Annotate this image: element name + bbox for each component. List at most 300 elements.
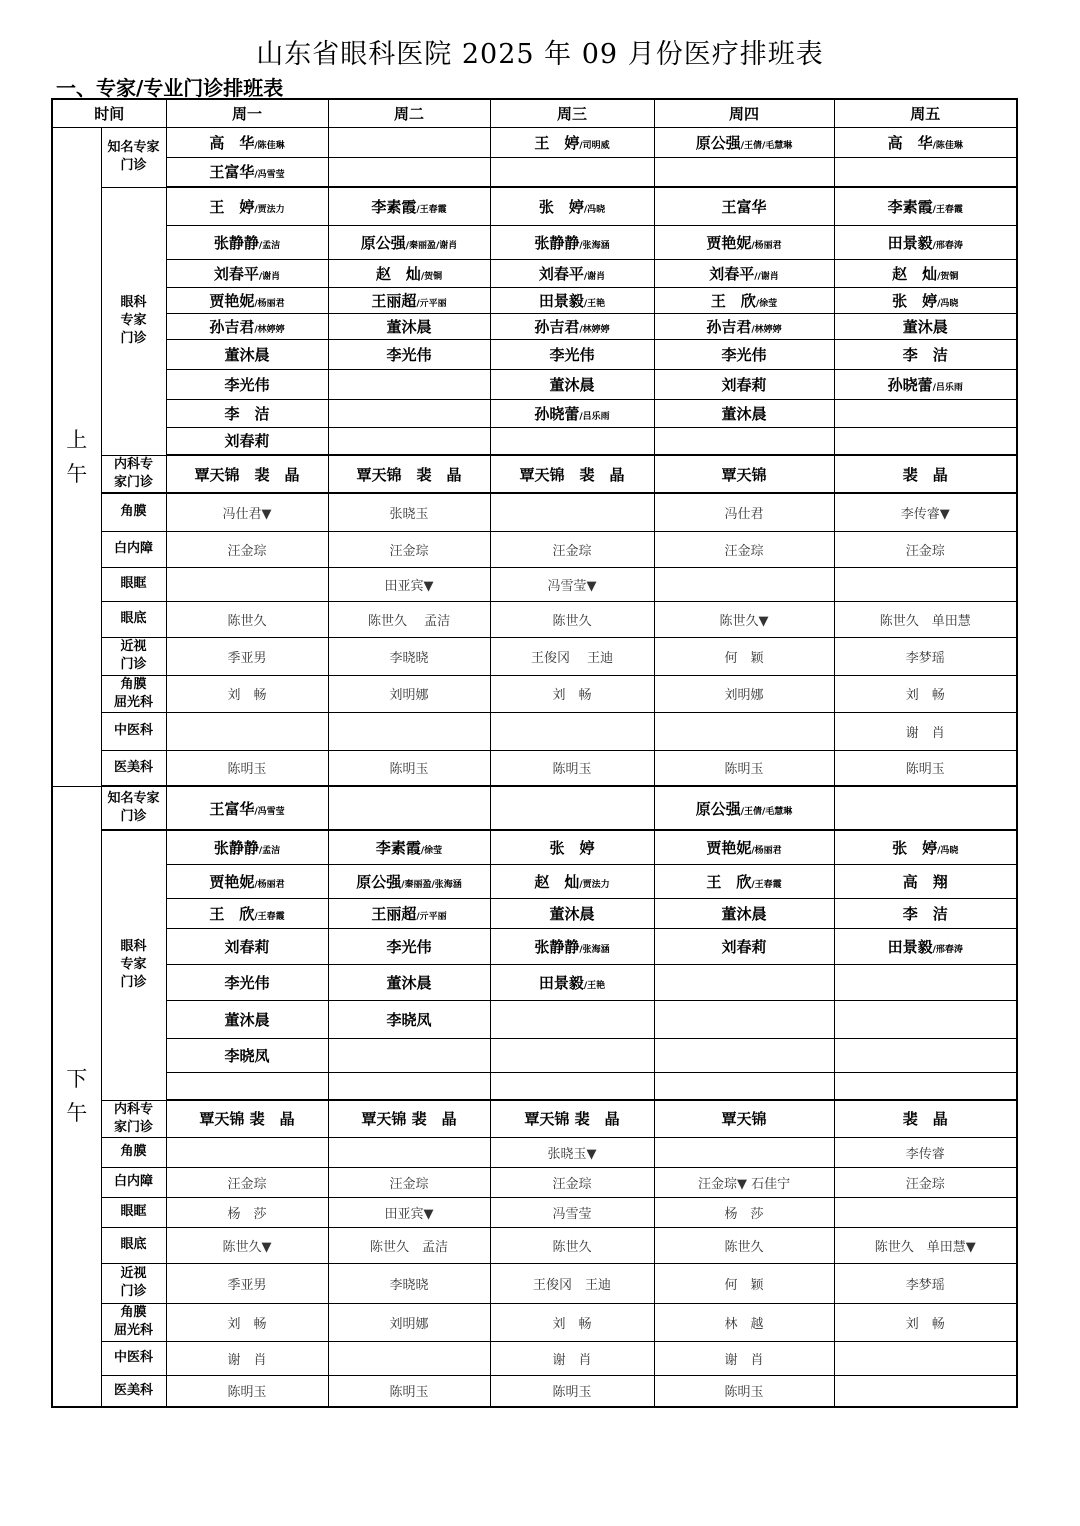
doctor-name: 陈明玉 [724, 1385, 764, 1401]
assistant-names: /谢肖 [258, 271, 281, 282]
doctor-name: 谢 肖 [724, 1352, 764, 1368]
schedule-cell [328, 1303, 490, 1341]
schedule-cell [654, 313, 834, 339]
assistant-names: /王艳 [583, 298, 606, 309]
department-label: 内科专 家门诊 [101, 455, 166, 493]
schedule-cell [654, 259, 834, 287]
doctor-name: 王丽超 [371, 291, 417, 310]
schedule-cell [166, 1303, 328, 1341]
schedule-cell [166, 567, 328, 601]
schedule-cell [328, 567, 490, 601]
doctor-name: 覃天锦 裴 晶 [356, 465, 462, 484]
schedule-cell [834, 1375, 1017, 1407]
schedule-row [52, 1000, 1017, 1038]
doctor-name: 陈明玉 [389, 762, 429, 778]
schedule-cell [490, 898, 654, 928]
doctor-name: 张晓玉 [389, 506, 429, 522]
doctor-name: 覃天锦 裴 晶 [361, 1110, 457, 1129]
doctor-name: 原公强 [695, 133, 741, 152]
schedule-cell [654, 864, 834, 898]
department-label: 眼底 [101, 1227, 166, 1263]
assistant-names: /王倩/毛慧琳 [740, 806, 793, 817]
doctor-name: 董沐晨 [721, 904, 767, 923]
doctor-name: 刘春平 [538, 264, 584, 283]
schedule-row [52, 964, 1017, 1000]
schedule-cell [490, 287, 654, 313]
schedule-row [52, 531, 1017, 567]
department-label: 医美科 [101, 750, 166, 786]
schedule-cell [654, 287, 834, 313]
schedule-row [52, 712, 1017, 750]
schedule-cell [490, 1341, 654, 1375]
schedule-cell [654, 601, 834, 637]
schedule-cell [166, 1167, 328, 1197]
doctor-name: 李传睿▼ [900, 506, 950, 522]
doctor-name: 田亚宾▼ [384, 1206, 434, 1222]
schedule-cell [834, 225, 1017, 259]
schedule-cell [490, 339, 654, 369]
schedule-row [52, 157, 1017, 187]
schedule-cell [654, 675, 834, 712]
doctor-name: 汪金琮 [227, 543, 267, 559]
schedule-cell [328, 964, 490, 1000]
schedule-cell [654, 455, 834, 493]
assistant-names: /王倩/毛慧琳 [740, 140, 793, 151]
doctor-name: 孙吉君 [706, 317, 752, 336]
schedule-cell [490, 750, 654, 786]
schedule-cell [654, 1167, 834, 1197]
schedule-cell [834, 712, 1017, 750]
schedule-cell [834, 287, 1017, 313]
doctor-name: 田景毅 [538, 291, 584, 310]
assistant-names: /王春霞 [254, 911, 285, 922]
doctor-name: 田亚宾▼ [384, 578, 434, 594]
doctor-name: 董沐晨 [224, 345, 270, 364]
doctor-name: 刘 畅 [905, 1316, 945, 1332]
doctor-name: 孙晓蕾 [534, 404, 580, 423]
schedule-row [52, 339, 1017, 369]
schedule-cell [490, 637, 654, 675]
schedule-row [52, 287, 1017, 313]
schedule-cell [328, 1100, 490, 1137]
assistant-names: /冯晓 [583, 204, 606, 215]
doctor-name: 汪金琮 [905, 543, 945, 559]
schedule-cell [654, 187, 834, 225]
schedule-row [52, 786, 1017, 830]
doctor-name: 刘春莉 [224, 432, 270, 451]
doctor-name: 汪金琮 [389, 543, 429, 559]
assistant-names: /陈佳琳 [932, 140, 963, 151]
schedule-cell [328, 313, 490, 339]
doctor-name: 王 欣 [209, 904, 255, 923]
doctor-name: 李光伟 [224, 375, 270, 394]
assistant-names: /亓平丽 [416, 298, 447, 309]
doctor-name: 张静静 [213, 233, 259, 252]
schedule-cell [490, 1038, 654, 1072]
doctor-name: 赵 灿 [892, 264, 938, 283]
schedule-cell [166, 259, 328, 287]
schedule-cell [654, 1000, 834, 1038]
doctor-name: 汪金琮 [552, 1176, 592, 1192]
assistant-names: /邢春涛 [932, 240, 963, 251]
assistant-names: /冯晓 [937, 298, 959, 309]
schedule-cell [834, 531, 1017, 567]
doctor-name: 贾艳妮 [209, 872, 255, 891]
schedule-cell [834, 898, 1017, 928]
assistant-names: /孟洁 [258, 845, 281, 856]
doctor-name: 刘明娜 [389, 688, 429, 703]
doctor-name: 陈明玉 [552, 1385, 592, 1401]
schedule-cell [654, 127, 834, 157]
schedule-cell [490, 455, 654, 493]
schedule-cell [654, 427, 834, 455]
assistant-names: /吕乐雨 [932, 382, 963, 393]
assistant-names: /林婷婷 [579, 324, 610, 335]
schedule-cell [654, 1038, 834, 1072]
doctor-name: 董沐晨 [386, 317, 432, 336]
doctor-name: 李晓凤 [386, 1010, 432, 1029]
doctor-name: 董沐晨 [549, 904, 595, 923]
doctor-name: 刘春平 [213, 264, 259, 283]
schedule-cell [654, 1263, 834, 1303]
schedule-cell [166, 313, 328, 339]
schedule-row [52, 1303, 1017, 1341]
assistant-names: /林婷婷 [254, 324, 285, 335]
doctor-name: 高 翔 [902, 872, 948, 891]
schedule-row [52, 1100, 1017, 1137]
header-day: 周三 [490, 99, 654, 127]
schedule-cell [654, 928, 834, 964]
doctor-name: 李晓晓 [389, 1277, 429, 1293]
schedule-cell [166, 786, 328, 830]
doctor-name: 杨 莎 [227, 1206, 267, 1222]
schedule-cell [490, 1227, 654, 1263]
doctor-name: 张静静 [534, 233, 580, 252]
schedule-cell [834, 1167, 1017, 1197]
schedule-cell [166, 928, 328, 964]
assistant-names: /秦丽盈/张海涵 [401, 879, 462, 890]
doctor-name: 李光伟 [386, 937, 432, 956]
schedule-cell [654, 1197, 834, 1227]
schedule-cell [834, 1341, 1017, 1375]
doctor-name: 高 华 [209, 133, 255, 152]
doctor-name: 贾艳妮 [706, 838, 752, 857]
doctor-name: 原公强 [360, 233, 406, 252]
department-label: 眼科 专家 门诊 [101, 830, 166, 1100]
assistant-names: /徐莹 [755, 298, 778, 309]
schedule-cell [490, 157, 654, 187]
assistant-names: /杨丽君 [254, 298, 285, 309]
assistant-names: /王春霞 [751, 879, 782, 890]
schedule-row [52, 1167, 1017, 1197]
assistant-names: /徐莹 [420, 845, 443, 856]
schedule-cell [490, 259, 654, 287]
schedule-cell [166, 287, 328, 313]
schedule-cell [328, 1375, 490, 1407]
doctor-name: 覃天锦 裴 晶 [519, 465, 625, 484]
doctor-name: 覃天锦 裴 晶 [199, 1110, 295, 1129]
doctor-name: 陈明玉 [227, 1385, 267, 1401]
assistant-names: /陈佳琳 [254, 140, 285, 151]
assistant-names: /王艳 [583, 980, 606, 991]
schedule-cell [654, 786, 834, 830]
schedule-cell [328, 928, 490, 964]
doctor-name: 林 越 [724, 1316, 764, 1332]
department-label: 知名专家 门诊 [101, 786, 166, 830]
schedule-table [51, 98, 1018, 1408]
schedule-cell [490, 531, 654, 567]
schedule-row [52, 1341, 1017, 1375]
schedule-row [52, 187, 1017, 225]
doctor-name: 刘 畅 [227, 1316, 267, 1332]
schedule-cell [328, 339, 490, 369]
schedule-cell [834, 399, 1017, 427]
doctor-name: 孙吉君 [209, 317, 255, 336]
schedule-cell [166, 1137, 328, 1167]
schedule-cell [166, 1100, 328, 1137]
schedule-cell [834, 157, 1017, 187]
doctor-name: 李 洁 [224, 404, 270, 423]
schedule-cell [166, 898, 328, 928]
doctor-name: 田景毅 [887, 233, 933, 252]
schedule-cell [166, 157, 328, 187]
doctor-name: 冯仕君▼ [222, 506, 272, 522]
schedule-row [52, 675, 1017, 712]
doctor-name: 董沐晨 [549, 375, 595, 394]
schedule-row [52, 399, 1017, 427]
doctor-name: 杨 莎 [724, 1206, 764, 1222]
schedule-cell [328, 427, 490, 455]
doctor-name: 贾艳妮 [706, 233, 752, 252]
schedule-cell [834, 750, 1017, 786]
doctor-name: 覃天锦 [721, 1110, 767, 1129]
doctor-name: 原公强 [356, 872, 402, 891]
schedule-cell [654, 399, 834, 427]
doctor-name: 张 婷 [549, 838, 595, 857]
schedule-row [52, 225, 1017, 259]
doctor-name: 王 欣 [710, 291, 756, 310]
schedule-cell [490, 712, 654, 750]
header-time: 时间 [52, 99, 166, 127]
doctor-name: 董沐晨 [721, 404, 767, 423]
doctor-name: 刘 畅 [905, 688, 945, 703]
schedule-cell [834, 1137, 1017, 1167]
schedule-cell [654, 567, 834, 601]
doctor-name: 陈明玉 [905, 762, 945, 778]
schedule-cell [328, 157, 490, 187]
schedule-cell [166, 427, 328, 455]
doctor-name: 覃天锦 裴 晶 [524, 1110, 620, 1129]
schedule-cell [834, 1072, 1017, 1100]
doctor-name: 汪金琮▼ 石佳宁 [697, 1176, 791, 1192]
schedule-cell [654, 1137, 834, 1167]
schedule-cell [490, 1137, 654, 1167]
schedule-cell [834, 313, 1017, 339]
doctor-name: 李 洁 [902, 904, 948, 923]
schedule-cell [328, 531, 490, 567]
schedule-cell [834, 369, 1017, 399]
doctor-name: 李素霞 [375, 838, 421, 857]
doctor-name: 王丽超 [371, 904, 417, 923]
header-day: 周二 [328, 99, 490, 127]
doctor-name: 董沐晨 [386, 973, 432, 992]
schedule-cell [654, 1072, 834, 1100]
doctor-name: 李光伟 [224, 973, 270, 992]
department-label: 眼眶 [101, 567, 166, 601]
doctor-name: 何 颖 [724, 1277, 764, 1293]
schedule-cell [166, 455, 328, 493]
doctor-name: 张 婷 [538, 197, 584, 216]
assistant-names: /张海涵 [579, 944, 610, 955]
doctor-name: 刘明娜 [389, 1316, 429, 1332]
schedule-row [52, 898, 1017, 928]
doctor-name: 李晓凤 [224, 1046, 270, 1065]
schedule-cell [328, 287, 490, 313]
schedule-cell [328, 1341, 490, 1375]
schedule-cell [490, 493, 654, 531]
schedule-cell [834, 455, 1017, 493]
schedule-cell [490, 1167, 654, 1197]
schedule-cell [490, 127, 654, 157]
schedule-cell [328, 864, 490, 898]
department-label: 近视 门诊 [101, 1263, 166, 1303]
schedule-cell [166, 637, 328, 675]
doctor-name: 陈明玉 [389, 1385, 429, 1401]
assistant-names: /冯雪莹 [254, 170, 285, 181]
schedule-cell [654, 1303, 834, 1341]
doctor-name: 王富华 [209, 799, 255, 818]
doctor-name: 李梦瑶 [905, 650, 945, 666]
schedule-row [52, 259, 1017, 287]
department-label: 角膜 屈光科 [101, 1303, 166, 1341]
schedule-cell [166, 531, 328, 567]
schedule-cell [834, 1303, 1017, 1341]
schedule-cell [328, 399, 490, 427]
schedule-cell [328, 455, 490, 493]
schedule-row [52, 601, 1017, 637]
assistant-names: /王春霞 [416, 204, 447, 215]
schedule-cell [328, 259, 490, 287]
schedule-cell [490, 369, 654, 399]
doctor-name: 刘 畅 [552, 688, 592, 703]
header-day: 周一 [166, 99, 328, 127]
assistant-names: /秦丽盈/谢肖 [405, 240, 458, 251]
schedule-cell [654, 750, 834, 786]
doctor-name: 董沐晨 [224, 1010, 270, 1029]
schedule-cell [834, 928, 1017, 964]
schedule-cell [490, 1303, 654, 1341]
schedule-row [52, 567, 1017, 601]
schedule-row [52, 1072, 1017, 1100]
doctor-name: 陈世久 [724, 1239, 764, 1255]
doctor-name: 陈世久 [552, 1239, 592, 1255]
doctor-name: 汪金琮 [724, 543, 764, 559]
department-label: 角膜 [101, 1137, 166, 1167]
schedule-row [52, 1137, 1017, 1167]
doctor-name: 李素霞 [371, 197, 417, 216]
schedule-cell [490, 1263, 654, 1303]
assistant-names: /张海涵 [579, 240, 610, 251]
period-label: 下 午 [52, 786, 101, 1407]
assistant-names: //谢肖 [754, 271, 779, 282]
department-label: 角膜 屈光科 [101, 675, 166, 712]
schedule-cell [490, 1000, 654, 1038]
doctor-name: 谢 肖 [552, 1352, 592, 1368]
schedule-body [52, 99, 1017, 1407]
assistant-names: /亓平丽 [416, 911, 447, 922]
doctor-name: 裴 晶 [902, 465, 948, 484]
schedule-cell [490, 1072, 654, 1100]
schedule-cell [166, 369, 328, 399]
schedule-cell [834, 493, 1017, 531]
schedule-cell [834, 1227, 1017, 1263]
doctor-name: 陈世久 单田慧 [879, 613, 971, 629]
doctor-name: 刘春平 [709, 264, 755, 283]
doctor-name: 陈世久 单田慧▼ [874, 1239, 976, 1255]
schedule-cell [328, 750, 490, 786]
schedule-cell [328, 712, 490, 750]
assistant-names: /贾法力 [254, 204, 285, 215]
schedule-cell [328, 1197, 490, 1227]
doctor-name: 王富华 [721, 197, 767, 216]
assistant-names: /林婷婷 [751, 324, 782, 335]
doctor-name: 高 华 [887, 133, 933, 152]
doctor-name: 李梦瑶 [905, 1277, 945, 1293]
schedule-cell [834, 1038, 1017, 1072]
doctor-name: 李 洁 [902, 345, 948, 364]
schedule-cell [328, 1000, 490, 1038]
schedule-cell [654, 1227, 834, 1263]
schedule-cell [490, 567, 654, 601]
schedule-cell [654, 531, 834, 567]
doctor-name: 王 欣 [706, 872, 752, 891]
schedule-cell [654, 1375, 834, 1407]
schedule-row [52, 864, 1017, 898]
schedule-cell [166, 864, 328, 898]
schedule-cell [834, 187, 1017, 225]
assistant-names: /贺铜 [937, 271, 959, 282]
schedule-cell [490, 786, 654, 830]
schedule-cell [166, 712, 328, 750]
schedule-cell [654, 339, 834, 369]
doctor-name: 孙晓蕾 [887, 375, 933, 394]
schedule-cell [328, 830, 490, 864]
schedule-cell [166, 127, 328, 157]
schedule-cell [834, 637, 1017, 675]
schedule-cell [490, 313, 654, 339]
schedule-cell [328, 225, 490, 259]
doctor-name: 刘 畅 [552, 1316, 592, 1332]
doctor-name: 赵 灿 [375, 264, 421, 283]
assistant-names: /孟洁 [258, 240, 281, 251]
assistant-names: /贾法力 [579, 879, 610, 890]
doctor-name: 汪金琮 [227, 1176, 267, 1192]
schedule-cell [834, 339, 1017, 369]
schedule-row [52, 637, 1017, 675]
doctor-name: 李光伟 [386, 345, 432, 364]
schedule-cell [834, 567, 1017, 601]
header-row [52, 99, 1017, 127]
doctor-name: 赵 灿 [534, 872, 580, 891]
doctor-name: 冯雪莹▼ [547, 578, 597, 594]
doctor-name: 张静静 [213, 838, 259, 857]
doctor-name: 谢 肖 [227, 1352, 267, 1368]
department-label: 医美科 [101, 1375, 166, 1407]
doctor-name: 冯雪莹 [552, 1206, 592, 1222]
schedule-cell [654, 1100, 834, 1137]
schedule-cell [490, 1100, 654, 1137]
schedule-cell [166, 1375, 328, 1407]
